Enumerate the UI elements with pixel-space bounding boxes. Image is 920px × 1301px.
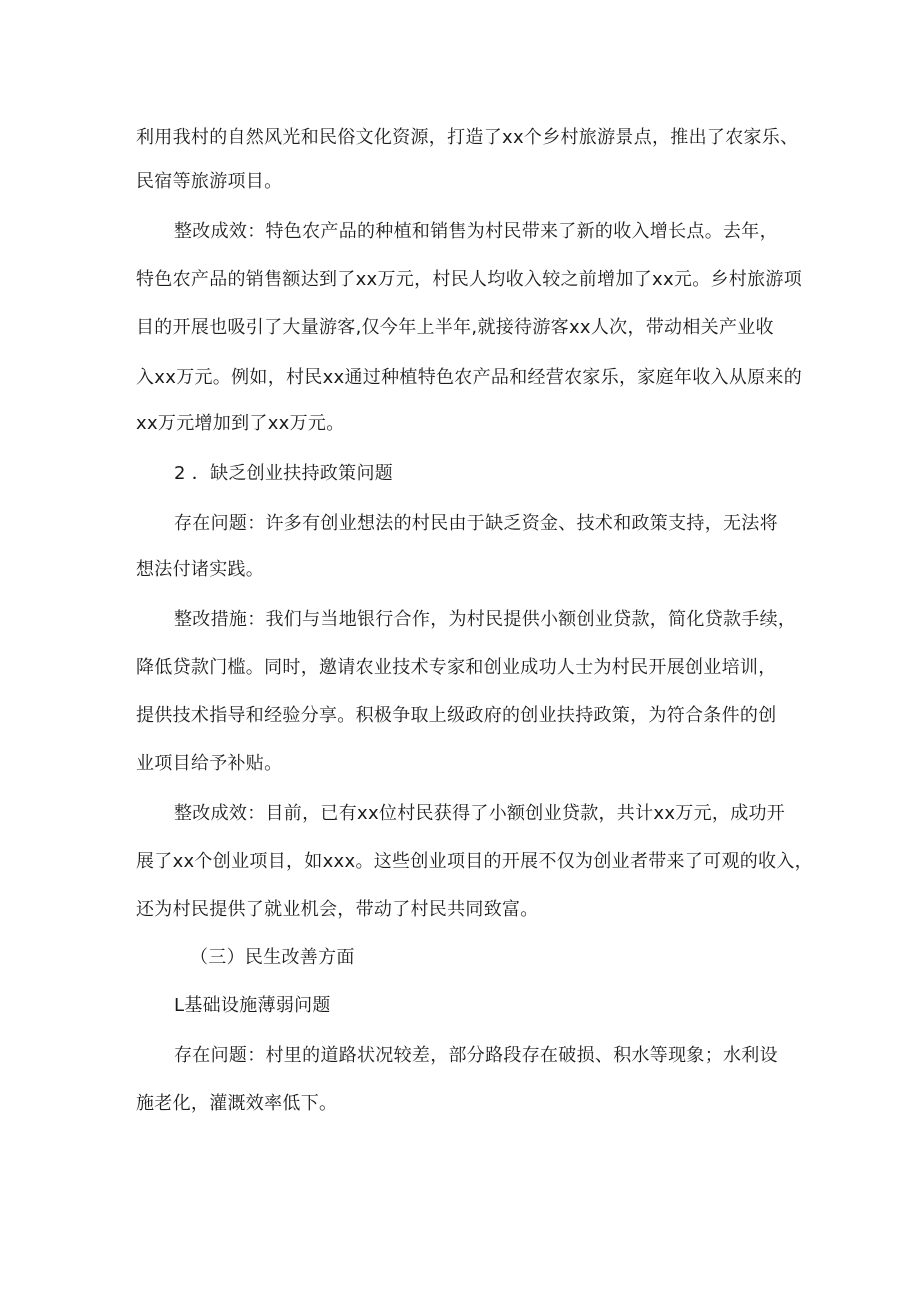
body-line: 展了xx个创业项目，如xxx。这些创业项目的开展不仅为创业者带来了可观的收入， — [136, 851, 813, 872]
paragraph-first-line: 整改措施：我们与当地银行合作，为村民提供小额创业贷款，简化贷款手续， — [174, 609, 797, 630]
body-line: xx万元增加到了xx万元。 — [136, 413, 345, 434]
body-line: 想法付诸实践。 — [136, 559, 265, 580]
subsection-heading: 2 ．缺乏创业扶持政策问题 — [174, 463, 394, 484]
subsection-heading: L基础设施薄弱问题 — [174, 995, 331, 1016]
section-heading: （三）民生改善方面 — [190, 947, 355, 968]
body-line: 目的开展也吸引了大量游客,仅今年上半年,就接待游客xx人次，带动相关产业收 — [136, 317, 774, 338]
body-line: 提供技术指导和经验分享。积极争取上级政府的创业扶持政策，为符合条件的创 — [136, 705, 777, 726]
paragraph-first-line: 存在问题：村里的道路状况较差，部分路段存在破损、积水等现象；水利设 — [174, 1045, 778, 1066]
paragraph-first-line: 整改成效：目前，已有xx位村民获得了小额创业贷款，共计xx万元，成功开 — [174, 803, 786, 824]
body-line: 降低贷款门槛。同时，邀请农业技术专家和创业成功人士为村民开展创业培训， — [136, 657, 777, 678]
body-line: 利用我村的自然风光和民俗文化资源，打造了xx个乡村旅游景点，推出了农家乐、 — [136, 127, 799, 148]
body-line: 入xx万元。例如，村民xx通过种植特色农产品和经营农家乐，家庭年收入从原来的 — [136, 367, 803, 388]
paragraph-first-line: 存在问题：许多有创业想法的村民由于缺乏资金、技术和政策支持，无法将 — [174, 513, 778, 534]
body-line: 还为村民提供了就业机会，带动了村民共同致富。 — [136, 899, 539, 920]
body-line: 施老化，灌溉效率低下。 — [136, 1093, 338, 1114]
paragraph-first-line: 整改成效：特色农产品的种植和销售为村民带来了新的收入增长点。去年， — [174, 221, 778, 242]
body-line: 业项目给予补贴。 — [136, 753, 283, 774]
body-line: 民宿等旅游项目。 — [136, 171, 283, 192]
body-line: 特色农产品的销售额达到了xx万元，村民人均收入较之前增加了xx元。乡村旅游项 — [136, 269, 803, 290]
